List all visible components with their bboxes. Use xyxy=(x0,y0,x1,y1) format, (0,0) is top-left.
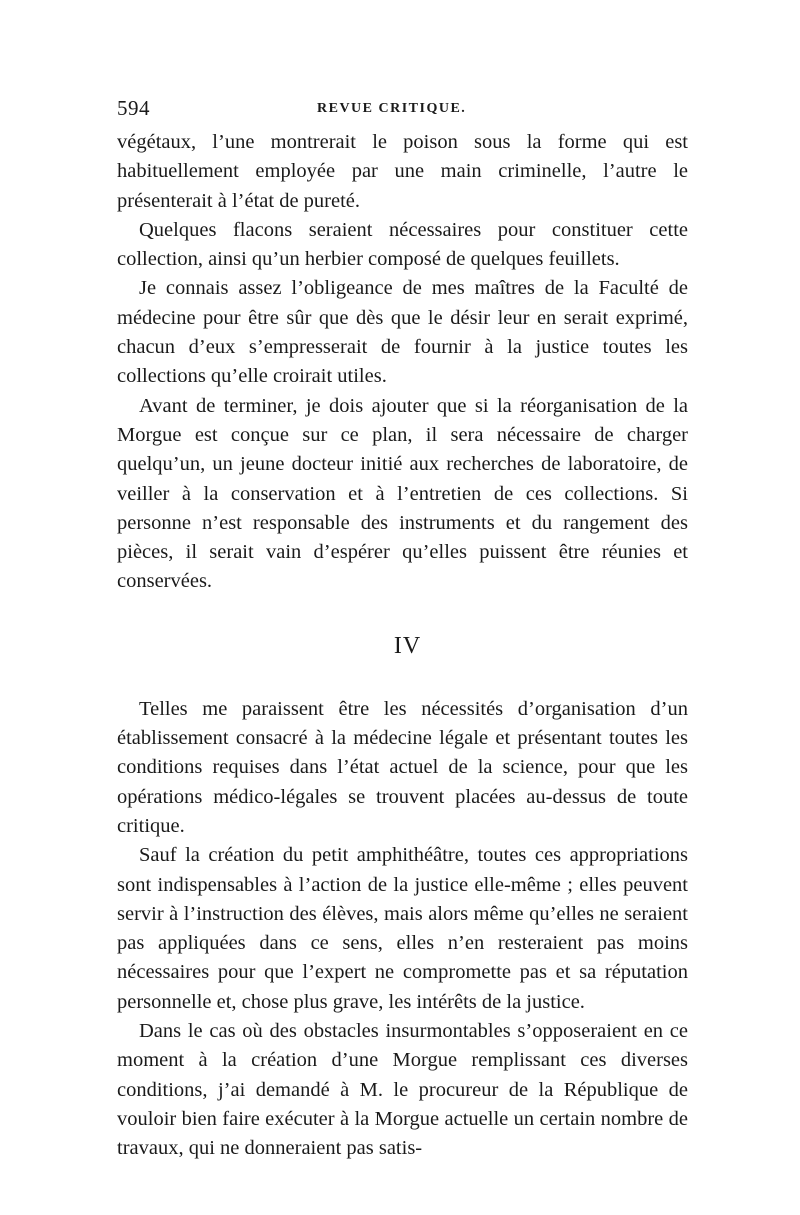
paragraph: Sauf la création du petit amphithéâtre, toutes ces appropriations sont indispensables à l’action de la justice elle-même ; elles peuvent servir à l’instruction des élèves, mais alors même qu’elles ne seraient pas appliquées dans ce sens, elles n’en resteraient pas moins nécessaires pour que l’expert ne compromette pas et sa réputation personnelle et, chose plus grave, les intérêts de la justice. xyxy=(117,844,688,1013)
page-header xyxy=(117,96,687,126)
paragraph-continued: végétaux, l’une montrerait le poison sous la forme qui est habituellement employée par une main criminelle, l’autre le présenterait à l’état de pureté. xyxy=(117,131,688,212)
running-title: REVUE CRITIQUE. xyxy=(317,101,467,116)
page-number: 594 xyxy=(117,96,150,120)
section-heading: IV xyxy=(393,632,422,659)
paragraph: Telles me paraissent être les nécessités d’organisation d’un établissement consacré à la médecine légale et présentant toutes les conditions requises dans l’état actuel de la science, pour que les opérations médico-légales se trouvent placées au-dessus de toute critique. xyxy=(117,697,688,837)
paragraph: Je connais assez l’obligeance de mes maîtres de la Faculté de médecine pour être sûr que dès que le désir leur en serait exprimé, chacun d’eux s’empresserait de fournir à la justice toutes les collections qu’elle croirait utiles. xyxy=(117,277,688,388)
paragraph: Dans le cas où des obstacles insurmontables s’opposeraient en ce moment à la création d’une Morgue remplissant ces diverses conditions, j’ai demandé à M. le procureur de la République de vouloir bien faire exécuter à la Morgue actuelle un certain nombre de travaux, qui ne donneraient pas satis- xyxy=(117,1020,688,1160)
paragraph: Avant de terminer, je dois ajouter que si la réorganisation de la Morgue est conçue sur ce plan, il sera nécessaire de charger quelqu’un, un jeune docteur initié aux recherches de laboratoire, de veiller à la conservation et à l’entretien de ces collections. Si personne n’est responsable des instruments et du rangement des pièces, il serait vain d’espérer qu’elles puissent être réunies et conservées. xyxy=(117,394,688,593)
body-text xyxy=(117,128,688,1164)
paragraph: Quelques flacons seraient nécessaires pour constituer cette collection, ainsi qu’un herbier composé de quelques feuillets. xyxy=(117,218,688,271)
